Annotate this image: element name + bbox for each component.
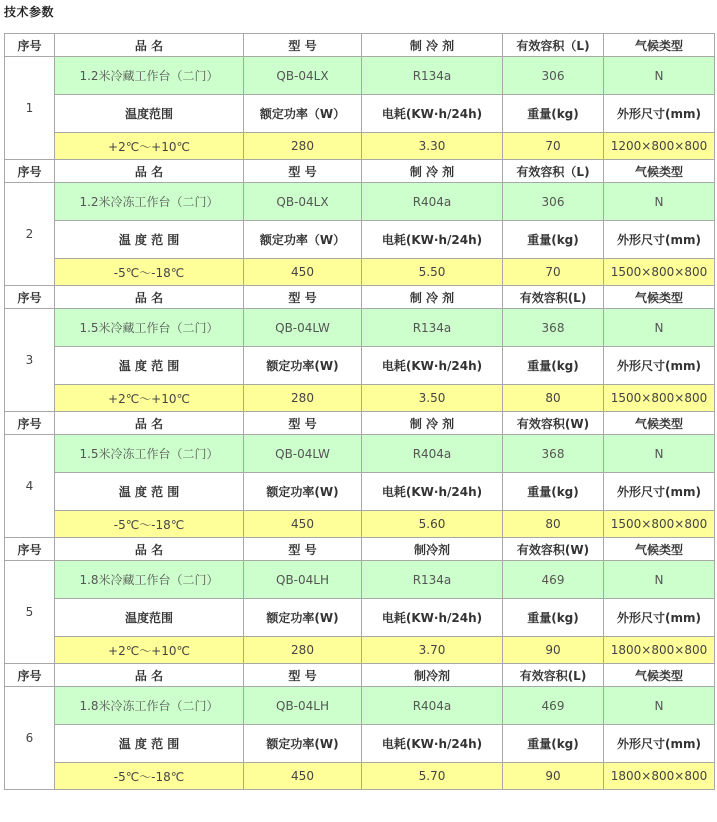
column-header: 气候类型 [604,160,715,183]
column-header: 序号 [5,538,55,561]
product-cell: N [604,57,715,95]
spec-value: +2℃～+10℃ [55,385,244,412]
column-header: 制 冷 剂 [362,160,503,183]
product-cell: 368 [503,309,604,347]
spec-value: 3.70 [362,637,503,664]
product-cell: 1.5米冷藏工作台（二门） [55,309,244,347]
spec-value: 280 [244,637,362,664]
product-cell: 1.2米冷藏工作台（二门） [55,57,244,95]
spec-label-row [5,473,715,511]
product-cell: R404a [362,183,503,221]
product-cell: N [604,561,715,599]
spec-label: 温度范围 [55,95,244,133]
column-header: 品 名 [55,664,244,687]
column-header: 气候类型 [604,538,715,561]
column-header: 制 冷 剂 [362,34,503,57]
item-number: 4 [5,435,55,538]
column-header: 制冷剂 [362,538,503,561]
column-header: 品 名 [55,286,244,309]
spec-label: 电耗(KW·h/24h) [362,221,503,259]
product-cell: N [604,435,715,473]
column-header: 型 号 [244,538,362,561]
header-row [5,160,715,183]
spec-label: 外形尺寸(mm) [604,347,715,385]
column-header: 有效容积(L) [503,664,604,687]
column-header: 气候类型 [604,286,715,309]
spec-label-row [5,95,715,133]
page-title: 技术参数 [4,5,55,19]
spec-value-row [5,385,715,412]
column-header: 有效容积（L) [503,34,604,57]
column-header: 型 号 [244,160,362,183]
header-row [5,286,715,309]
spec-value: 280 [244,133,362,160]
spec-value: 5.70 [362,763,503,790]
spec-label: 额定功率(W) [244,473,362,511]
item-number: 6 [5,687,55,790]
spec-value-row [5,259,715,286]
item-number: 1 [5,57,55,160]
column-header: 制冷剂 [362,664,503,687]
spec-value: 450 [244,763,362,790]
spec-label: 重量(kg) [503,221,604,259]
spec-value: 3.50 [362,385,503,412]
column-header: 品 名 [55,538,244,561]
spec-label: 额定功率(W) [244,347,362,385]
column-header: 有效容积（L) [503,160,604,183]
spec-value: 1500×800×800 [604,259,715,286]
spec-value: -5℃～-18℃ [55,763,244,790]
column-header: 气候类型 [604,412,715,435]
product-cell: R404a [362,435,503,473]
column-header: 序号 [5,286,55,309]
spec-label: 外形尺寸(mm) [604,599,715,637]
product-cell: QB-04LW [244,309,362,347]
column-header: 有效容积(L) [503,286,604,309]
spec-value: 90 [503,763,604,790]
product-cell: R134a [362,57,503,95]
spec-value: 70 [503,259,604,286]
product-cell: 306 [503,57,604,95]
product-cell: 1.8米冷藏工作台（二门） [55,561,244,599]
spec-label: 温 度 范 围 [55,347,244,385]
spec-value-row [5,763,715,790]
spec-label-row [5,221,715,259]
product-cell: 469 [503,687,604,725]
spec-value: +2℃～+10℃ [55,637,244,664]
spec-label: 电耗(KW·h/24h) [362,347,503,385]
header-row [5,34,715,57]
product-cell: R134a [362,561,503,599]
spec-value: 80 [503,385,604,412]
spec-label: 重量(kg) [503,725,604,763]
product-cell: 1.2米冷冻工作台（二门） [55,183,244,221]
product-cell: QB-04LH [244,687,362,725]
column-header: 序号 [5,160,55,183]
spec-label: 重量(kg) [503,473,604,511]
spec-value-row [5,133,715,160]
product-cell: 306 [503,183,604,221]
spec-label: 额定功率（W） [244,221,362,259]
spec-value: 80 [503,511,604,538]
product-row [5,435,715,473]
spec-value: 90 [503,637,604,664]
spec-value: 3.30 [362,133,503,160]
spec-value: 280 [244,385,362,412]
spec-value: 1500×800×800 [604,511,715,538]
product-cell: 1.8米冷冻工作台（二门） [55,687,244,725]
spec-label: 温 度 范 围 [55,473,244,511]
spec-label: 电耗(KW·h/24h) [362,95,503,133]
column-header: 品 名 [55,160,244,183]
spec-label-row [5,599,715,637]
product-cell: QB-04LW [244,435,362,473]
product-cell: R134a [362,309,503,347]
product-cell: QB-04LX [244,183,362,221]
spec-label: 额定功率(W) [244,725,362,763]
product-cell: QB-04LX [244,57,362,95]
spec-value: 450 [244,511,362,538]
spec-value: 70 [503,133,604,160]
product-cell: 1.5米冷冻工作台（二门） [55,435,244,473]
product-cell: 469 [503,561,604,599]
product-row [5,183,715,221]
spec-label: 外形尺寸(mm) [604,725,715,763]
spec-label: 电耗(KW·h/24h) [362,725,503,763]
column-header: 气候类型 [604,664,715,687]
column-header: 气候类型 [604,34,715,57]
spec-label: 额定功率（W） [244,95,362,133]
spec-label: 重量(kg) [503,95,604,133]
spec-value: 1800×800×800 [604,763,715,790]
spec-value: 1500×800×800 [604,385,715,412]
spec-label: 外形尺寸(mm) [604,221,715,259]
product-row [5,57,715,95]
spec-value-row [5,637,715,664]
column-header: 型 号 [244,664,362,687]
header-row [5,664,715,687]
spec-value: 5.60 [362,511,503,538]
product-cell: N [604,183,715,221]
column-header: 制 冷 剂 [362,286,503,309]
product-cell: QB-04LH [244,561,362,599]
column-header: 有效容积(W) [503,538,604,561]
column-header: 制 冷 剂 [362,412,503,435]
spec-label-row [5,347,715,385]
column-header: 序号 [5,412,55,435]
column-header: 型 号 [244,412,362,435]
spec-label: 外形尺寸(mm) [604,95,715,133]
spec-label: 温 度 范 围 [55,725,244,763]
column-header: 型 号 [244,34,362,57]
spec-value: 1200×800×800 [604,133,715,160]
spec-table [4,33,715,790]
spec-value: -5℃～-18℃ [55,259,244,286]
header-row [5,412,715,435]
column-header: 品 名 [55,412,244,435]
spec-label: 额定功率(W) [244,599,362,637]
spec-label: 温度范围 [55,599,244,637]
column-header: 有效容积(W) [503,412,604,435]
product-row [5,687,715,725]
product-cell: N [604,309,715,347]
product-cell: R404a [362,687,503,725]
spec-label: 外形尺寸(mm) [604,473,715,511]
spec-value: 1800×800×800 [604,637,715,664]
spec-label-row [5,725,715,763]
column-header: 型 号 [244,286,362,309]
spec-label: 电耗(KW·h/24h) [362,599,503,637]
product-cell: N [604,687,715,725]
column-header: 序号 [5,34,55,57]
spec-value: -5℃～-18℃ [55,511,244,538]
spec-label: 重量(kg) [503,599,604,637]
spec-value: 5.50 [362,259,503,286]
product-cell: 368 [503,435,604,473]
spec-table-body [5,34,715,790]
spec-value: 450 [244,259,362,286]
column-header: 品 名 [55,34,244,57]
spec-value: +2℃～+10℃ [55,133,244,160]
spec-label: 温 度 范 围 [55,221,244,259]
spec-value-row [5,511,715,538]
header-row [5,538,715,561]
item-number: 5 [5,561,55,664]
spec-label: 电耗(KW·h/24h) [362,473,503,511]
product-row [5,309,715,347]
column-header: 序号 [5,664,55,687]
item-number: 3 [5,309,55,412]
item-number: 2 [5,183,55,286]
spec-label: 重量(kg) [503,347,604,385]
product-row [5,561,715,599]
